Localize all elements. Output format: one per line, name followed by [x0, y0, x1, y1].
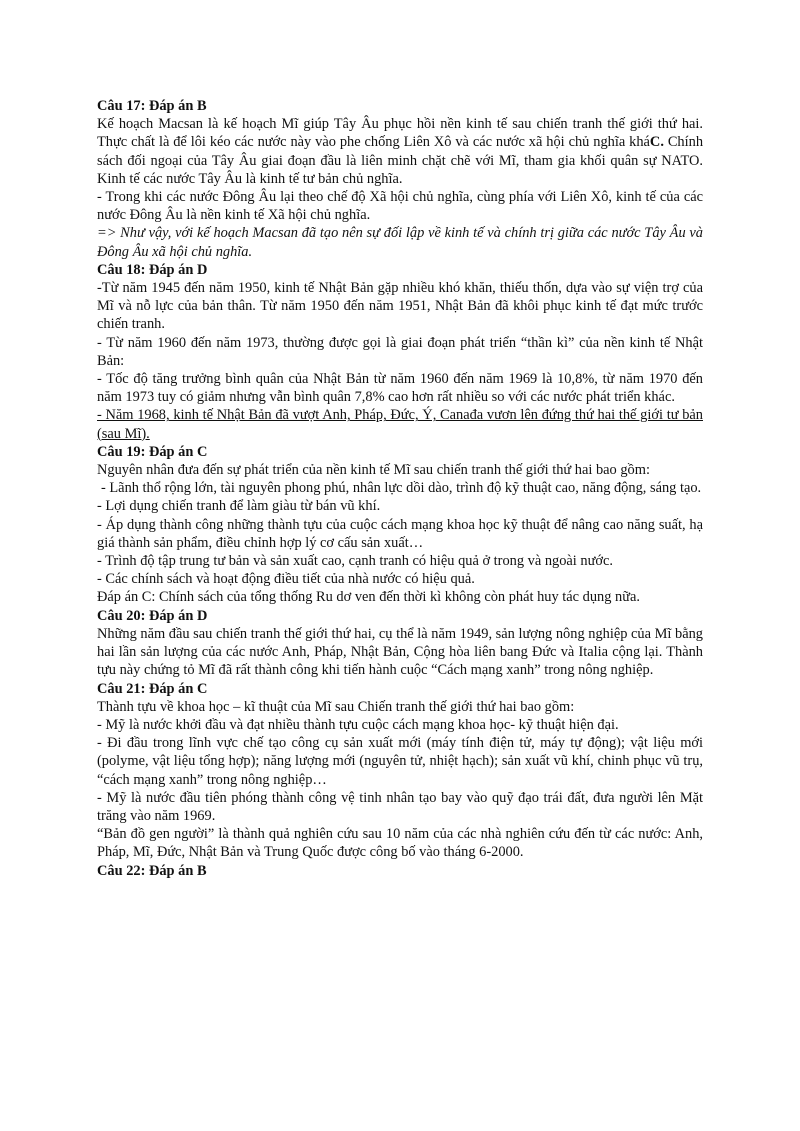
question-17-title: Câu 17: Đáp án B — [97, 98, 207, 114]
question-20 — [97, 607, 703, 680]
question-18-paragraph-4: - Năm 1968, kinh tế Nhật Bản đã vượt Anh, Pháp, Đức, Ý, Canađa vươn lên đứng thứ hai thế giới tư bản (sau Mĩ). — [97, 407, 703, 442]
question-21-paragraph-3: - Đi đầu trong lĩnh vực chế tạo công cụ sản xuất mới (máy tính điện tử, máy tự động); vật liệu mới (polyme, vật liệu tổng hợp); năng lượng mới (nguyên tử, nhiệt hạch); sản xuất vũ khí, chinh phục vũ trụ, “cách mạng xanh” trong nông nghiệp… — [97, 735, 703, 788]
question-21-paragraph-1: Thành tựu về khoa học – kĩ thuật của Mĩ sau Chiến tranh thế giới thứ hai bao gồm: — [97, 698, 575, 715]
question-18 — [97, 261, 703, 443]
question-18-paragraph-2: - Từ năm 1960 đến năm 1973, thường được gọi là giai đoạn phát triển “thần kì” của nền kinh tế Nhật Bản: — [97, 334, 703, 369]
question-17-paragraph-1 — [97, 115, 703, 188]
question-19-paragraph-1: Nguyên nhân đưa đến sự phát triển của nền kinh tế Mĩ sau chiến tranh thế giới thứ hai bao gồm: — [97, 462, 650, 479]
question-17-paragraph-2: - Trong khi các nước Đông Âu lại theo chế độ Xã hội chủ nghĩa, cùng phía với Liên Xô, kinh tế của các nước Đông Âu là nền kinh tế Xã hội chủ nghĩa. — [97, 189, 703, 224]
question-20-title: Câu 20: Đáp án D — [97, 607, 208, 624]
question-17-paragraph-1-text-a: Kế hoạch Macsan là kế hoạch Mĩ giúp Tây Âu phục hồi nền kinh tế sau chiến tranh thế giới thứ hai. Thực chất là để lôi kéo các nước này vào phe chống Liên Xô và các nước xã hội chủ nghĩa khá — [97, 116, 703, 151]
question-22 — [97, 862, 703, 880]
question-21-paragraph-4: - Mỹ là nước đầu tiên phóng thành công vệ tinh nhân tạo bay vào quỹ đạo trái đất, đưa người lên Mặt trăng vào năm 1969. — [97, 789, 703, 824]
document-page — [97, 97, 703, 880]
question-19-paragraph-6: - Các chính sách và hoạt động điều tiết của nhà nước có hiệu quả. — [97, 571, 475, 588]
question-17 — [97, 97, 703, 261]
question-22-title: Câu 22: Đáp án B — [97, 862, 207, 879]
question-19-paragraph-4: - Áp dụng thành công những thành tựu của cuộc cách mạng khoa học kỹ thuật để nâng cao năng suất, hạ giá thành sản phẩm, điều chỉnh hợp lý cơ cấu sản xuất… — [97, 516, 703, 551]
question-17-paragraph-1-text-b: Chính sách đối ngoại của Tây Âu giai đoạn đầu là liên minh chặt chẽ với Mĩ, tham gia khối quân sự NATO. Kinh tế các nước Tây Âu là kinh tế tư bản chủ nghĩa. — [97, 134, 704, 187]
question-19-title: Câu 19: Đáp án C — [97, 443, 208, 460]
question-18-paragraph-3: - Tốc độ tăng trưởng bình quân của Nhật Bản từ năm 1960 đến năm 1969 là 10,8%, từ năm 1970 đến năm 1973 tuy có giảm nhưng vẫn bình quân 7,8% cao hơn rất nhiều so với các nước phát triển khác. — [97, 371, 703, 406]
question-17-paragraph-1-bold: C. — [649, 134, 664, 151]
question-21-title: Câu 21: Đáp án C — [97, 680, 208, 697]
question-19 — [97, 443, 703, 607]
question-21-paragraph-5: “Bản đồ gen người” là thành quả nghiên cứu sau 10 năm của các nhà nghiên cứu đến từ các nước: Anh, Pháp, Mĩ, Đức, Nhật Bản và Trung Quốc được công bố vào tháng 6-2000. — [97, 826, 703, 861]
question-19-paragraph-3: - Lợi dụng chiến tranh để làm giàu từ bán vũ khí. — [97, 498, 381, 515]
question-18-title: Câu 18: Đáp án D — [97, 261, 208, 278]
question-20-paragraph-1: Những năm đầu sau chiến tranh thế giới thứ hai, cụ thể là năm 1949, sản lượng nông nghiệp của Mĩ bằng hai lần sản lượng của các nước Anh, Pháp, Nhật Bản, Cộng hòa liên bang Đức và Italia cộng lại. Thành tựu này chứng tỏ Mĩ đã rất thành công khi tiến hành cuộc “Cách mạng xanh” trong nông nghiệp. — [97, 625, 703, 679]
question-19-paragraph-7: Đáp án C: Chính sách của tổng thống Ru dơ ven đến thời kì không còn phát huy tác dụng nữa. — [97, 589, 640, 606]
question-19-paragraph-5: - Trình độ tập trung tư bản và sản xuất cao, cạnh tranh có hiệu quả ở trong và ngoài nước. — [97, 553, 613, 570]
question-17-conclusion: => Như vậy, với kế hoạch Macsan đã tạo nên sự đối lập về kinh tế và chính trị giữa các nước Tây Âu và Đông Âu xã hội chủ nghĩa. — [97, 225, 703, 260]
question-18-paragraph-1: -Từ năm 1945 đến năm 1950, kinh tế Nhật Bản gặp nhiều khó khăn, thiếu thốn, dựa vào sự viện trợ của Mĩ và nỗ lực của bản thân. Từ năm 1950 đến năm 1951, Nhật Bản đã khôi phục kinh tế đạt mức trước chiến tranh. — [97, 280, 703, 333]
question-21-paragraph-2: - Mỹ là nước khởi đầu và đạt nhiều thành tựu cuộc cách mạng khoa học- kỹ thuật hiện đại. — [97, 716, 619, 733]
question-19-paragraph-2: - Lãnh thổ rộng lớn, tài nguyên phong phú, nhân lực dồi dào, trình độ kỹ thuật cao, năng động, sáng tạo. — [101, 480, 702, 497]
question-21 — [97, 680, 703, 862]
